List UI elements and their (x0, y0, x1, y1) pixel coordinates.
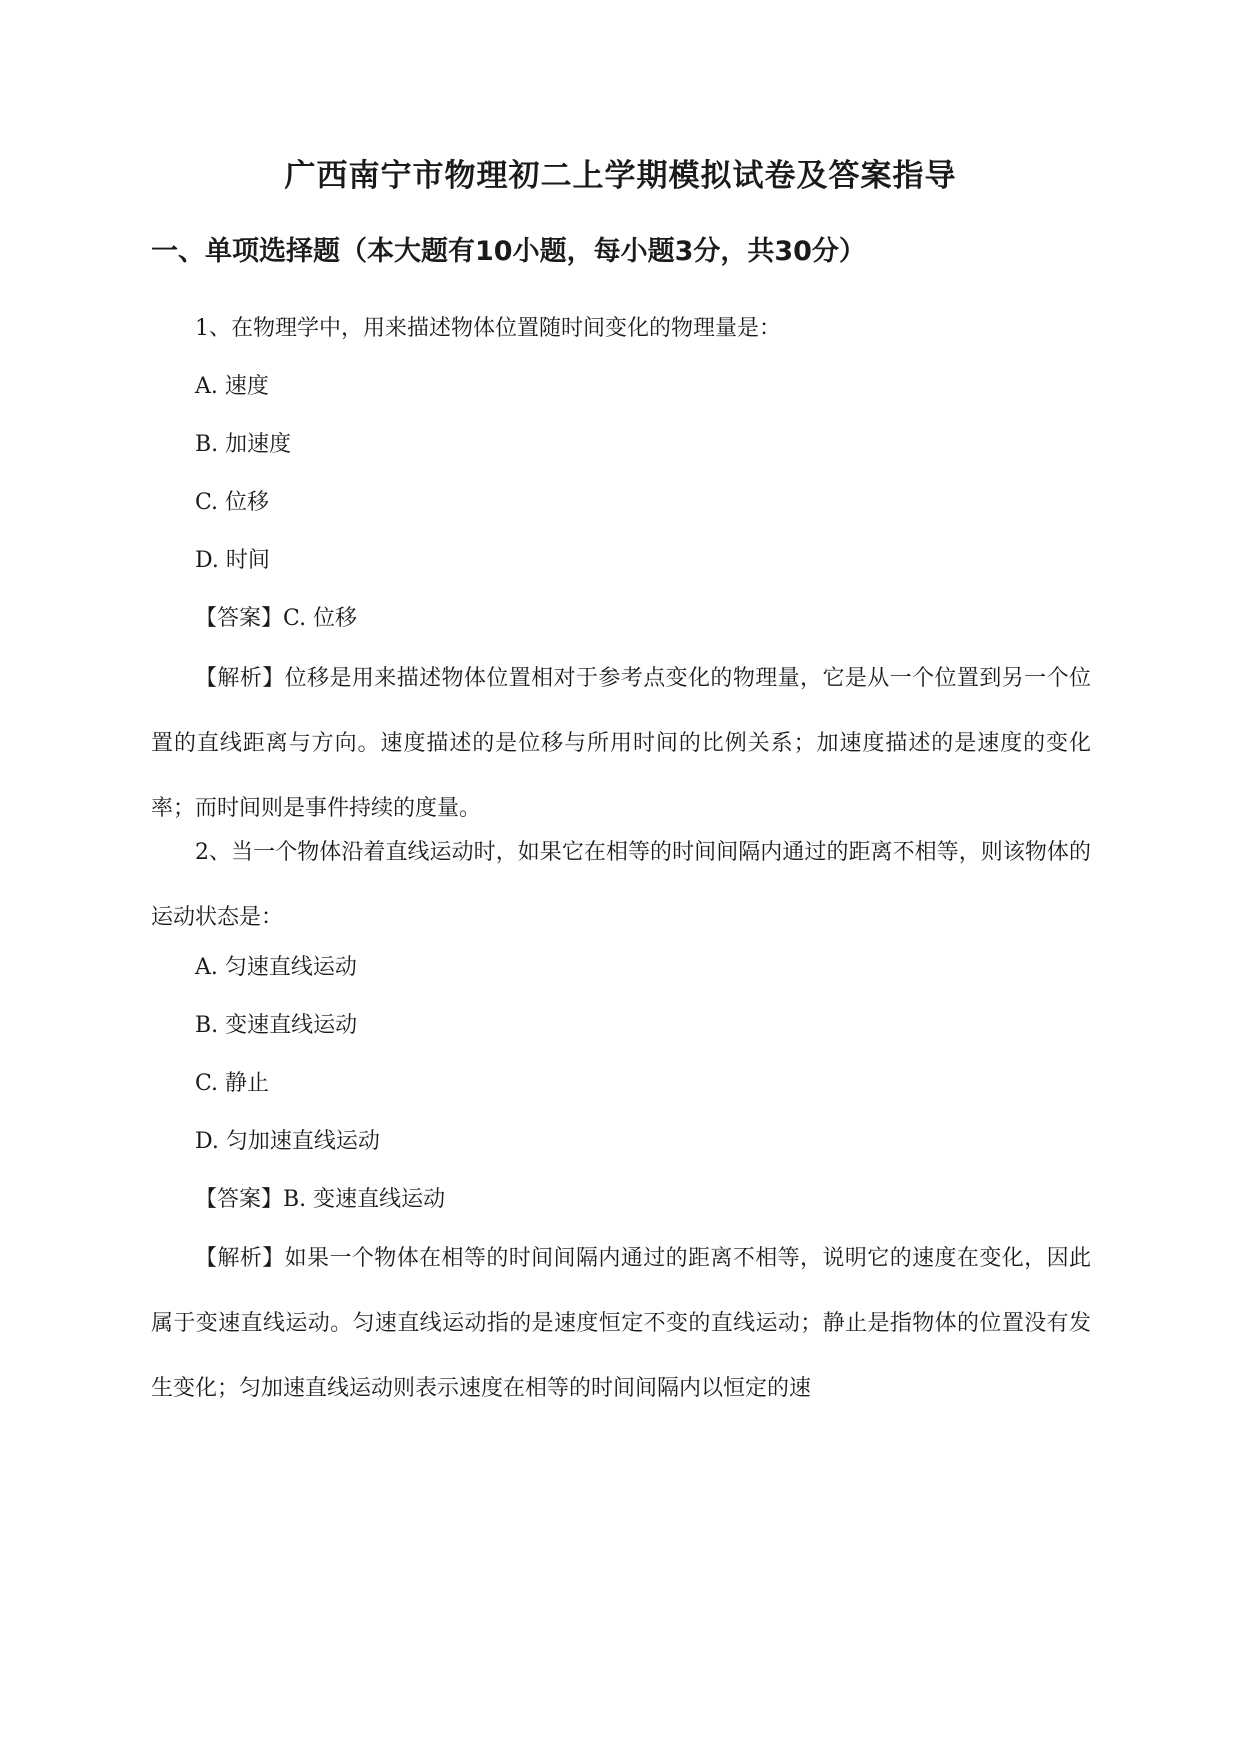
answer-label: 【答案】 (195, 1187, 284, 1212)
question-1-option-a: A. 速度 (195, 374, 269, 399)
document-title: 广西南宁市物理初二上学期模拟试卷及答案指导 (284, 158, 957, 194)
question-2-option-b: B. 变速直线运动 (195, 1013, 358, 1038)
answer-text: B. 变速直线运动 (283, 1187, 446, 1212)
question-1-option-d: D. 时间 (195, 548, 270, 573)
question-2-option-a: A. 匀速直线运动 (195, 955, 357, 980)
analysis-text: 位移是用来描述物体位置相对于参考点变化的物理量，它是从一个位置到另一个位置的直线距离与方向。速度描述的是位移与所用时间的比例关系；加速度描述的是速度的变化率；而时间则是事件持续的度量。 (151, 666, 1091, 821)
analysis-label: 【解析】 (195, 666, 285, 691)
question-2-option-d: D. 匀加速直线运动 (195, 1129, 380, 1154)
question-1-option-b: B. 加速度 (195, 432, 292, 457)
question-1-stem: 1、在物理学中，用来描述物体位置随时间变化的物理量是： (195, 316, 781, 341)
analysis-text: 如果一个物体在相等的时间间隔内通过的距离不相等，说明它的速度在变化，因此属于变速直线运动。匀速直线运动指的是速度恒定不变的直线运动；静止是指物体的位置没有发生变化；匀加速直线运动则表示速度在相等的时间间隔内以恒定的速 (151, 1246, 1091, 1401)
question-2-stem: 2、当一个物体沿着直线运动时，如果它在相等的时间间隔内通过的距离不相等，则该物体的运动状态是： (151, 840, 1091, 930)
question-1-answer (195, 604, 357, 634)
section-heading: 一、单项选择题（本大题有10小题，每小题3分，共30分） (151, 236, 866, 267)
question-2-answer (195, 1185, 445, 1215)
question-1-analysis (151, 646, 1091, 841)
answer-label: 【答案】 (195, 606, 284, 631)
answer-text: C. 位移 (283, 606, 358, 631)
question-2-option-c: C. 静止 (195, 1071, 270, 1096)
question-1-option-c: C. 位移 (195, 490, 270, 515)
analysis-label: 【解析】 (195, 1246, 285, 1271)
question-2-analysis (151, 1226, 1091, 1421)
